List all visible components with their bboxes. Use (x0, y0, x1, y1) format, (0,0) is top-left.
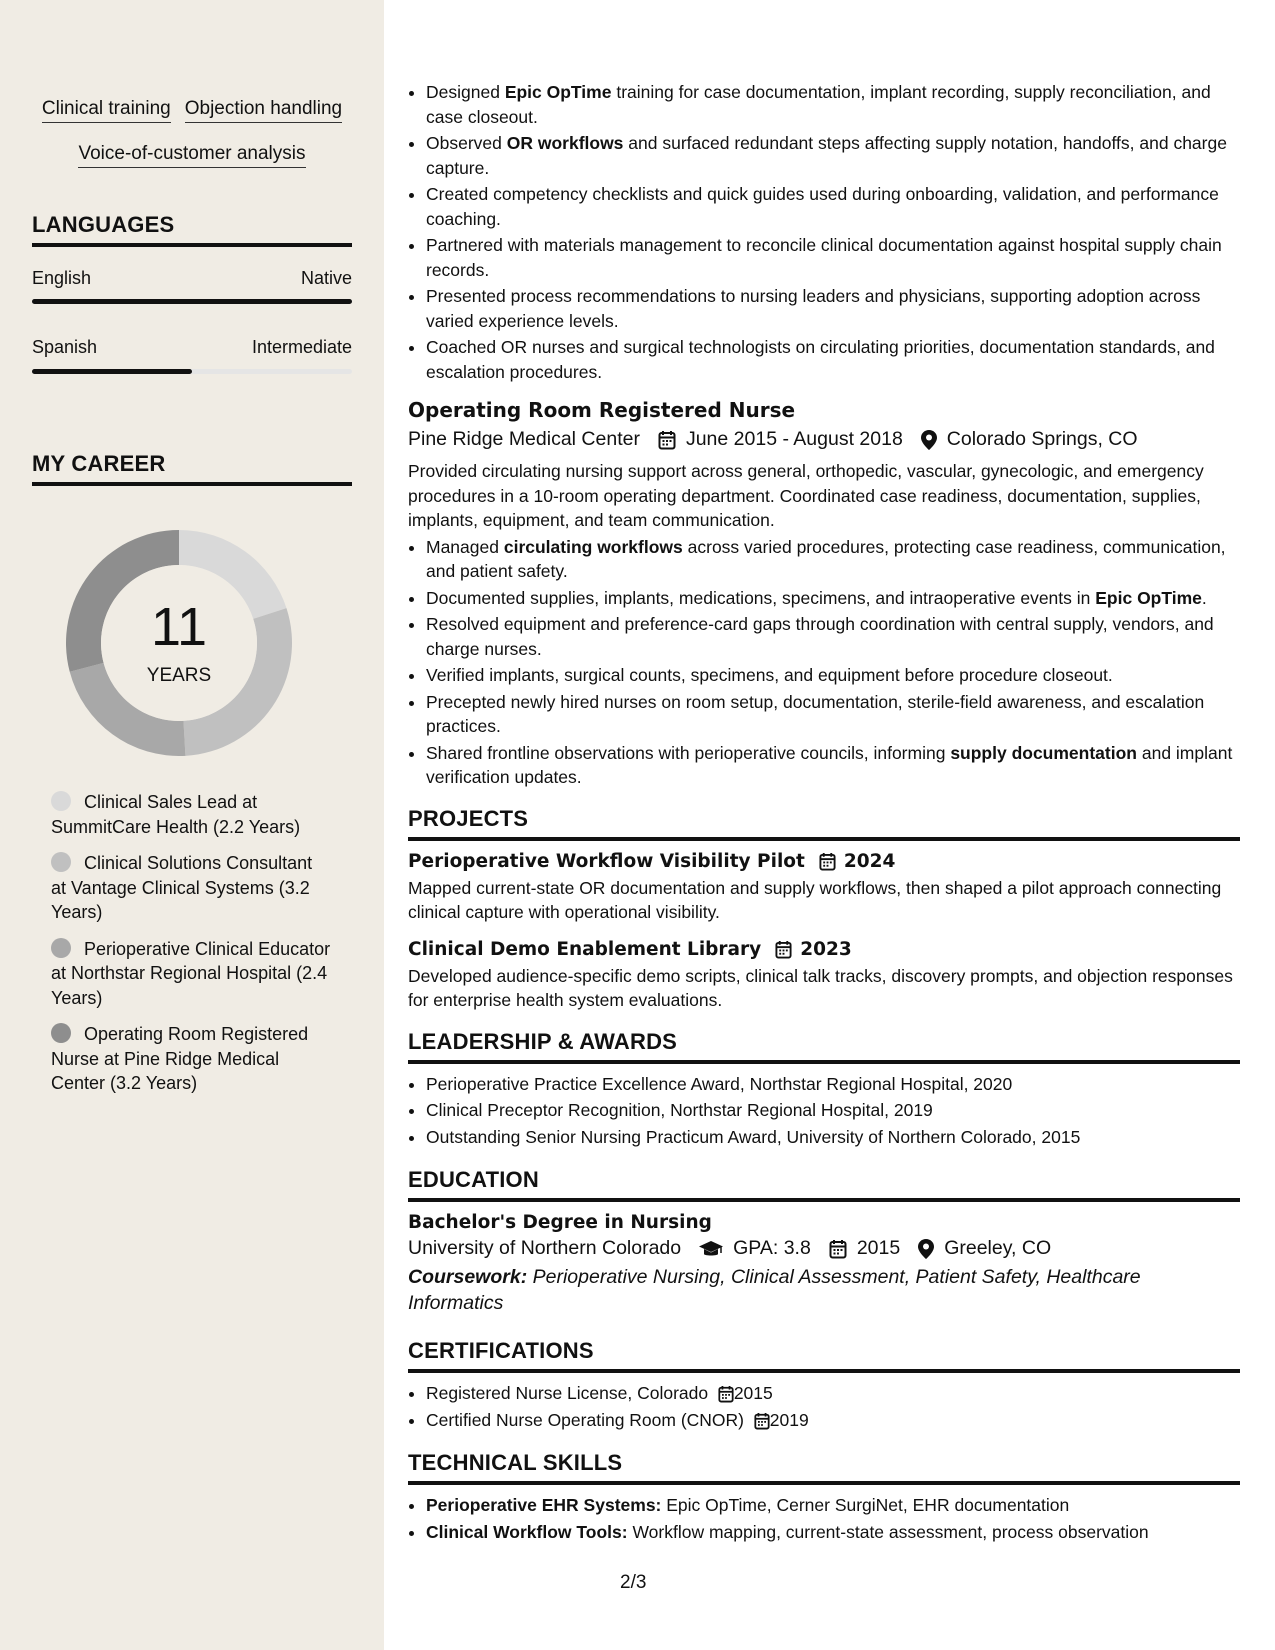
career-legend (51, 790, 331, 1108)
career-legend-text: Clinical Sales Lead at SummitCare Health (2.2 Years) (51, 792, 301, 837)
awards-heading: LEADERSHIP & AWARDS (408, 1029, 1240, 1064)
project-year: 2023 (800, 938, 852, 960)
career-legend-text: Perioperative Clinical Educator at Northstar Regional Hospital (2.4 Years) (51, 938, 331, 1008)
award-item: • Clinical Preceptor Recognition, Northstar Regional Hospital, 2019 (426, 1098, 1240, 1123)
language-level: Native (300, 268, 352, 288)
role-summary: Provided circulating nursing support across general, orthopedic, vascular, gynecologic, and emergency procedures in a 10-room operating department. Coordinated case readiness, documentation, supplies, implants, equipment, and team communication. (408, 461, 1204, 530)
calendar-icon (718, 1383, 734, 1403)
career-legend-text: Clinical Solutions Consultant at Vantage Clinical Systems (3.2 Years) (51, 853, 313, 922)
role-bullet: • Resolved equipment and preference-card gaps through coordination with central supply, vendors, and charge nurses. (426, 612, 1240, 661)
certifications-heading: CERTIFICATIONS (408, 1338, 1240, 1373)
technical-skill-item: • Clinical Workflow Tools: Workflow mapping, current-state assessment, process observation (426, 1520, 1240, 1545)
page-number: 2/3 (620, 1572, 647, 1593)
calendar-icon (775, 939, 792, 960)
role-bullet: • Shared frontline observations with perioperative councils, informing supply documentation and implant verification updates. (426, 741, 1240, 790)
awards-list (408, 1072, 1240, 1150)
experience-bullet: • Designed Epic OpTime training for case documentation, implant recording, supply reconciliation, and case closeout. (426, 80, 1240, 129)
career-legend-item (51, 937, 331, 1011)
employer: Pine Ridge Medical Center (408, 428, 640, 450)
experience-bullet: • Presented process recommendations to nursing leaders and physicians, supporting adoption across varied experience levels. (426, 284, 1240, 333)
calendar-icon (658, 428, 676, 451)
education-meta (408, 1237, 1240, 1260)
graduation-cap-icon (699, 1237, 723, 1260)
role-meta (408, 428, 1240, 451)
calendar-icon (819, 851, 836, 872)
role-title: Operating Room Registered Nurse (408, 398, 796, 422)
education-heading: EDUCATION (408, 1167, 1240, 1202)
language-proficiency-bar (32, 369, 352, 374)
location-pin-icon (921, 428, 937, 451)
gpa: GPA: 3.8 (733, 1237, 811, 1259)
projects-heading: PROJECTS (408, 806, 1240, 841)
career-total-unit: YEARS (146, 665, 212, 686)
degree-title: Bachelor's Degree in Nursing (408, 1212, 712, 1233)
project-year: 2024 (843, 850, 896, 872)
project-description: Mapped current-state OR documentation and supply workflows, then shaped a pilot approach connecting clinical capture with operational visibility. (408, 877, 1222, 922)
role-bullet: • Managed circulating workflows across varied procedures, protecting case readiness, communication, and patient safety. (426, 535, 1240, 584)
role-bullet: • Verified implants, surgical counts, specimens, and equipment before procedure closeout. (426, 663, 1240, 688)
language-level: Intermediate (251, 337, 352, 357)
certification-item: • Registered Nurse License, Colorado 2015 (426, 1381, 1240, 1406)
languages-heading: LANGUAGES (32, 212, 352, 247)
career-legend-text: Operating Room Registered Nurse at Pine Ridge Medical Center (3.2 Years) (51, 1024, 309, 1093)
award-item: • Outstanding Senior Nursing Practicum Award, University of Northern Colorado, 2015 (426, 1125, 1240, 1150)
certifications-list (408, 1381, 1240, 1432)
career-total-value: 11 (150, 597, 208, 657)
location-pin-icon (918, 1237, 934, 1260)
career-legend-item (51, 851, 331, 925)
experience-bullet: • Observed OR workflows and surfaced redundant steps affecting supply notation, handoffs, and charge capture. (426, 131, 1240, 180)
language-row (32, 337, 352, 358)
experience-bullet: • Partnered with materials management to reconcile clinical documentation against hospital supply chain records. (426, 233, 1240, 282)
career-heading: MY CAREER (32, 451, 352, 486)
role-bullets (408, 535, 1240, 790)
role-bullet: • Documented supplies, implants, medications, specimens, and intraoperative events in Epic OpTime. (426, 586, 1240, 611)
award-item: • Perioperative Practice Excellence Award, Northstar Regional Hospital, 2020 (426, 1072, 1240, 1097)
experience-bullet: • Created competency checklists and quick guides used during onboarding, validation, and performance coaching. (426, 182, 1240, 231)
certification-item: • Certified Nurse Operating Room (CNOR) 2019 (426, 1408, 1240, 1433)
language-name: English (32, 268, 92, 288)
project-title: Perioperative Workflow Visibility Pilot 2024 (408, 850, 896, 872)
legend-dot-icon (51, 1023, 71, 1043)
school-name: University of Northern Colorado (408, 1237, 682, 1259)
main-content (408, 0, 1240, 1650)
language-proficiency-fill (32, 299, 352, 304)
project-description: Developed audience-specific demo scripts, clinical talk tracks, discovery prompts, and objection responses for enterprise health system evaluations. (408, 965, 1233, 1010)
career-legend-item (51, 1022, 331, 1096)
career-legend-item (51, 790, 331, 839)
language-row (32, 268, 352, 289)
legend-dot-icon (51, 791, 71, 811)
language-name: Spanish (32, 337, 98, 357)
sidebar (0, 0, 384, 1650)
graduation-year: 2015 (856, 1237, 901, 1259)
skill-tags (32, 86, 352, 176)
role-bullet: • Precepted newly hired nurses on room setup, documentation, sterile-field awareness, and escalation practices. (426, 690, 1240, 739)
language-proficiency-fill (32, 369, 192, 374)
role-location: Colorado Springs, CO (946, 428, 1138, 450)
technical-skills-heading: TECHNICAL SKILLS (408, 1450, 1240, 1485)
experience-bullet: • Coached OR nurses and surgical technologists on circulating priorities, documentation standards, and escalation procedures. (426, 335, 1240, 384)
calendar-icon (754, 1410, 770, 1430)
calendar-icon (829, 1237, 847, 1260)
role-dates: June 2015 - August 2018 (685, 428, 903, 450)
technical-skills-list (408, 1493, 1240, 1544)
technical-skill-item: • Perioperative EHR Systems: Epic OpTime, Cerner SurgiNet, EHR documentation (426, 1493, 1240, 1518)
legend-dot-icon (51, 852, 71, 872)
skill-tag: Objection handling (185, 97, 342, 123)
coursework: Coursework: Perioperative Nursing, Clinical Assessment, Patient Safety, Healthcare Informatics (408, 1266, 1141, 1314)
skill-tag: Clinical training (42, 97, 171, 123)
skill-tag: Voice-of-customer analysis (78, 142, 305, 168)
language-proficiency-bar (32, 299, 352, 304)
project-title: Clinical Demo Enablement Library 2023 (408, 938, 852, 960)
school-location: Greeley, CO (944, 1237, 1052, 1259)
experience-bullets (408, 80, 1240, 384)
legend-dot-icon (51, 938, 71, 958)
